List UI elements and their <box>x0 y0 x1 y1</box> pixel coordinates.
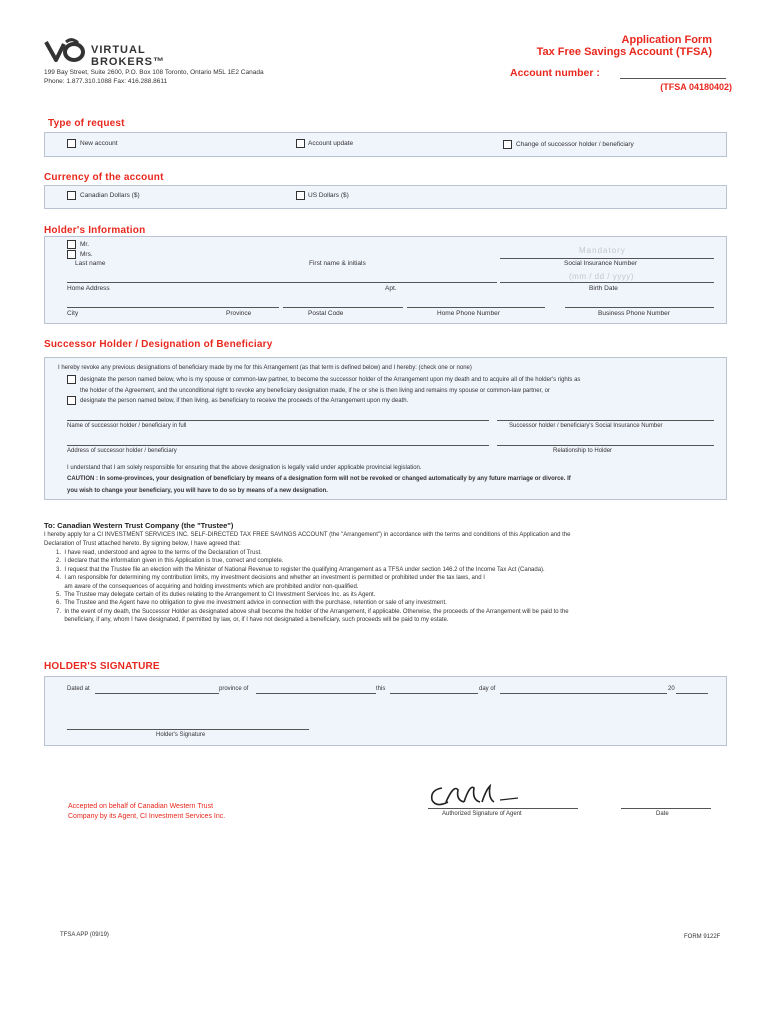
trustee-term: 6. The Trustee and the Agent have no obligation to give me investment advice in connection with the purchase, retention or sale of any investment. <box>56 600 447 607</box>
birth-date-placeholder: (mm / dd / yyyy) <box>569 272 634 281</box>
birth-date-label: Birth Date <box>589 285 618 292</box>
currency-title: Currency of the account <box>44 172 164 183</box>
city-label: City <box>67 310 79 317</box>
trustee-heading: To: Canadian Western Trust Company (the "Trustee") <box>44 521 234 530</box>
footer-form-code-left: TFSA APP (09/19) <box>60 932 109 938</box>
holder-signature-field[interactable] <box>67 729 309 730</box>
us-dollars-label: US Dollars ($) <box>308 192 349 199</box>
last-name-label: Last name <box>75 260 106 267</box>
agent-signature-field[interactable] <box>428 808 578 809</box>
agent-date-field[interactable] <box>621 808 711 809</box>
trustee-intro-line1: I hereby apply for a CI INVESTMENT SERVICES INC. SELF-DIRECTED TAX FREE SAVINGS ACCOUNT (the "Arrangement") in accordance with the terms and conditions of this Application and the <box>44 532 571 538</box>
mrs-checkbox[interactable] <box>67 250 76 259</box>
canadian-dollars-label: Canadian Dollars ($) <box>80 192 140 199</box>
relationship-label: Relationship to Holder <box>553 448 613 454</box>
this-day-field[interactable] <box>390 693 478 694</box>
home-phone-field[interactable] <box>407 307 545 308</box>
trustee-term: 4. I am responsible for determining my contribution limits, my investment decisions and whether an investment is permitted or prohibited under the tax laws, and I <box>56 575 485 582</box>
trustee-terms-list <box>56 549 569 625</box>
company-phone: Phone: 1.877.310.1088 Fax: 416.288.8611 <box>44 78 168 85</box>
virtual-brokers-logo-icon <box>44 38 86 62</box>
trustee-term: 5. The Trustee may delegate certain of its duties relating to the Arrangement to CI Investment Services Inc. as its Agent. <box>56 592 376 599</box>
successor-box <box>44 357 727 500</box>
trustee-term: 2. I declare that the information given in this Application is true, correct and complete. <box>56 558 284 565</box>
month-field[interactable] <box>500 693 667 694</box>
company-address: 199 Bay Street, Suite 2600, P.O. Box 108 Toronto, Ontario M5L 1E2 Canada <box>44 69 264 76</box>
successor-address-field[interactable] <box>67 445 489 446</box>
form-subtitle: Tax Free Savings Account (TFSA) <box>536 46 712 58</box>
caution-line2: you wish to change your beneficiary, you will have to do so by means of a new designation. <box>67 488 328 494</box>
dated-at-label: Dated at <box>67 686 90 692</box>
understand-statement: I understand that I am solely responsible for ensuring that the above designation is legally valid under applicable provincial legislation. <box>67 465 422 471</box>
home-address-field[interactable] <box>67 282 497 283</box>
new-account-checkbox[interactable] <box>67 139 76 148</box>
account-update-checkbox[interactable] <box>296 139 305 148</box>
footer-form-code-right: FORM 9122F <box>684 934 721 940</box>
us-dollars-checkbox[interactable] <box>296 191 305 200</box>
currency-box <box>44 185 727 209</box>
city-field[interactable] <box>67 307 279 308</box>
holders-information-box <box>44 236 727 324</box>
caution-line1: CAUTION : In some-provinces, your designation of beneficiary by means of a designation form will not be revoked or changed automatically by any future marriage or divorce. If <box>67 476 571 482</box>
relationship-field[interactable] <box>497 445 714 446</box>
sin-label: Social Insurance Number <box>564 260 637 267</box>
year-field[interactable] <box>676 693 708 694</box>
account-number-value: (TFSA 04180402) <box>660 82 732 92</box>
successor-sin-label: Successor holder / beneficiary's Social Insurance Number <box>509 423 663 429</box>
accepted-line2: Company by its Agent, CI Investment Services Inc. <box>68 813 226 820</box>
province-of-field[interactable] <box>256 693 376 694</box>
form-title: Application Form <box>621 34 712 46</box>
account-update-label: Account update <box>308 140 354 147</box>
successor-title: Successor Holder / Designation of Beneficiary <box>44 339 273 350</box>
agent-date-label: Date <box>656 811 669 817</box>
year-prefix: 20 <box>668 686 675 692</box>
postal-code-label: Postal Code <box>308 310 344 317</box>
successor-option1-line1: designate the person named below, who is my spouse or common-law partner, to become the successor holder of the Arrangement upon my death and to acquire all of the holder's rights as <box>80 377 581 383</box>
holders-information-title: Holder's Information <box>44 225 146 236</box>
this-label: this <box>376 686 386 692</box>
holders-signature-title: HOLDER'S SIGNATURE <box>44 661 160 672</box>
successor-intro: I hereby revoke any previous designations of beneficiary made by me for this Arrangement (as that term is defined below) and I hereby: (check one or none) <box>58 365 472 371</box>
dated-at-field[interactable] <box>95 693 219 694</box>
mandatory-note: Mandatory <box>579 246 626 255</box>
change-successor-checkbox[interactable] <box>503 140 512 149</box>
trustee-intro-line2: Declaration of Trust attached hereto. By signing below, I have agreed that: <box>44 541 241 547</box>
logo <box>44 38 214 68</box>
apt-label: Apt. <box>385 285 397 292</box>
successor-option2: designate the person named below, if then living, as beneficiary to receive the proceeds of the Arrangement upon my death. <box>80 398 409 404</box>
type-of-request-box <box>44 132 727 157</box>
trustee-term: 7. In the event of my death, the Successor Holder as designated above shall become the holder of the Arrangement, if applicable. Otherwise, the proceeds of the Arrangement will be paid to the <box>56 608 569 615</box>
trustee-term: beneficiary, if any, whom I have designated, if permitted by law, or, if I have not designated a beneficiary, such proceeds will be paid to my estate. <box>56 617 449 624</box>
province-of-label: province of <box>219 686 249 692</box>
mr-label: Mr. <box>80 241 90 248</box>
brand-name: VIRTUAL BROKERS™ <box>91 44 166 68</box>
home-phone-label: Home Phone Number <box>437 310 500 317</box>
mrs-label: Mrs. <box>80 251 93 258</box>
accepted-line1: Accepted on behalf of Canadian Western Trust <box>68 803 214 810</box>
successor-name-label: Name of successor holder / beneficiary in full <box>67 423 187 429</box>
business-phone-label: Business Phone Number <box>598 310 670 317</box>
successor-option1-checkbox[interactable] <box>67 375 76 384</box>
mr-checkbox[interactable] <box>67 240 76 249</box>
successor-address-label: Address of successor holder / beneficiary <box>67 448 177 454</box>
change-successor-label: Change of successor holder / beneficiary <box>516 141 634 148</box>
successor-option1-line2: the holder of the Agreement, and the unconditional right to revoke any beneficiary designation made, if he or she is then living and remains my spouse or common-law partner, or <box>80 388 550 394</box>
successor-option2-checkbox[interactable] <box>67 396 76 405</box>
birth-date-field[interactable] <box>500 282 714 283</box>
account-number-label: Account number : <box>510 67 600 79</box>
home-address-label: Home Address <box>67 285 110 292</box>
sin-field[interactable] <box>500 258 714 259</box>
trustee-term: 1. I have read, understood and agree to the terms of the Declaration of Trust. <box>56 550 262 556</box>
successor-name-field[interactable] <box>67 420 489 421</box>
business-phone-field[interactable] <box>565 307 714 308</box>
successor-sin-field[interactable] <box>497 420 714 421</box>
authorized-signature-label: Authorized Signature of Agent <box>442 811 522 817</box>
account-number-field[interactable] <box>620 78 726 79</box>
type-of-request-title: Type of request <box>48 118 125 129</box>
new-account-label: New account <box>80 140 118 147</box>
first-name-label: First name & initials <box>309 260 366 267</box>
holders-signature-label: Holder's Signature <box>156 732 206 738</box>
holders-signature-box <box>44 676 727 746</box>
trustee-term: 3. I request that the Trustee file an election with the Minister of National Revenue to register the qualifying Arrangement as a TFSA under section 146.2 of the Income Tax Act (Canada). <box>56 566 545 573</box>
agent-signature-image <box>428 782 528 810</box>
province-label: Province <box>226 310 252 317</box>
postal-code-field[interactable] <box>283 307 403 308</box>
canadian-dollars-checkbox[interactable] <box>67 191 76 200</box>
trustee-term: am aware of the consequences of acquiring and holding investments which are prohibited and/or non-qualified. <box>56 583 359 590</box>
day-of-label: day of <box>479 686 496 692</box>
